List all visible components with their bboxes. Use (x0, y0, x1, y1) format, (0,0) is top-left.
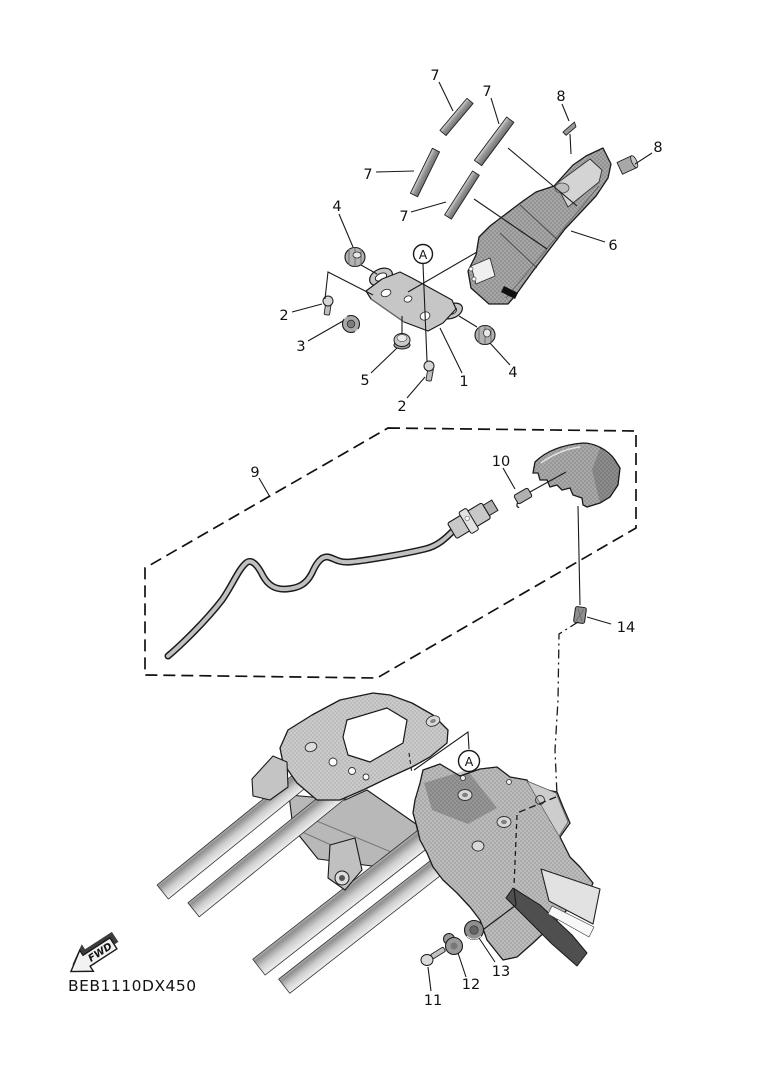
grommet-4a (345, 248, 365, 267)
fwd-arrow-label: FWD (86, 941, 115, 965)
taillight-lens (533, 443, 620, 507)
grommet-4b (475, 326, 495, 345)
callout-7a: 7 (430, 68, 440, 84)
callout-12: 12 (461, 977, 481, 993)
screw-2b (424, 361, 434, 381)
wire-harness-9 (168, 495, 501, 656)
screw-11 (421, 947, 446, 966)
callout-5: 5 (360, 373, 370, 389)
callout-13: 13 (491, 964, 511, 980)
bolt-12 (444, 934, 463, 955)
callout-11: 11 (423, 993, 443, 1009)
taillight-unit (468, 148, 611, 304)
bracket-1 (366, 265, 465, 331)
detail-marker-a-top (414, 245, 433, 264)
nut-13 (465, 921, 484, 940)
collar-8b (617, 155, 639, 175)
harness-boundary-group (145, 428, 636, 678)
cap-nut-5 (394, 334, 410, 350)
gasket-strip-7a (440, 98, 473, 135)
rear-frame-group (157, 693, 600, 993)
callout-14: 14 (616, 620, 636, 636)
detail-marker-a-top-label: A (418, 247, 428, 262)
callout-6: 6 (608, 238, 618, 254)
callout-4b: 4 (508, 365, 518, 381)
callout-2b: 2 (397, 399, 407, 415)
clip-8a (561, 122, 577, 136)
callout-3: 3 (296, 339, 306, 355)
harness-connector (446, 495, 502, 542)
callout-1: 1 (459, 374, 469, 390)
callout-7b: 7 (482, 84, 492, 100)
callout-2a: 2 (279, 308, 289, 324)
gasket-strip-7d (445, 171, 480, 219)
fwd-arrow (62, 927, 125, 982)
nut-3 (343, 316, 360, 333)
callout-8b: 8 (653, 140, 663, 156)
part-code-label: BEB1110DX450 (68, 977, 197, 995)
clip-14 (573, 606, 586, 623)
taillight-assembly-group (323, 98, 639, 381)
gasket-strip-7c (410, 148, 439, 196)
callout-10: 10 (491, 454, 511, 470)
detail-marker-a-bottom-label: A (464, 754, 474, 769)
callout-8a: 8 (556, 89, 566, 105)
callout-4a: 4 (332, 199, 342, 215)
callout-9: 9 (250, 465, 260, 481)
detail-marker-a-bottom (459, 751, 480, 772)
lens-clip-10 (512, 488, 534, 508)
gasket-strip-7b (474, 117, 513, 166)
callout-7d: 7 (399, 209, 409, 225)
callout-7c: 7 (363, 167, 373, 183)
